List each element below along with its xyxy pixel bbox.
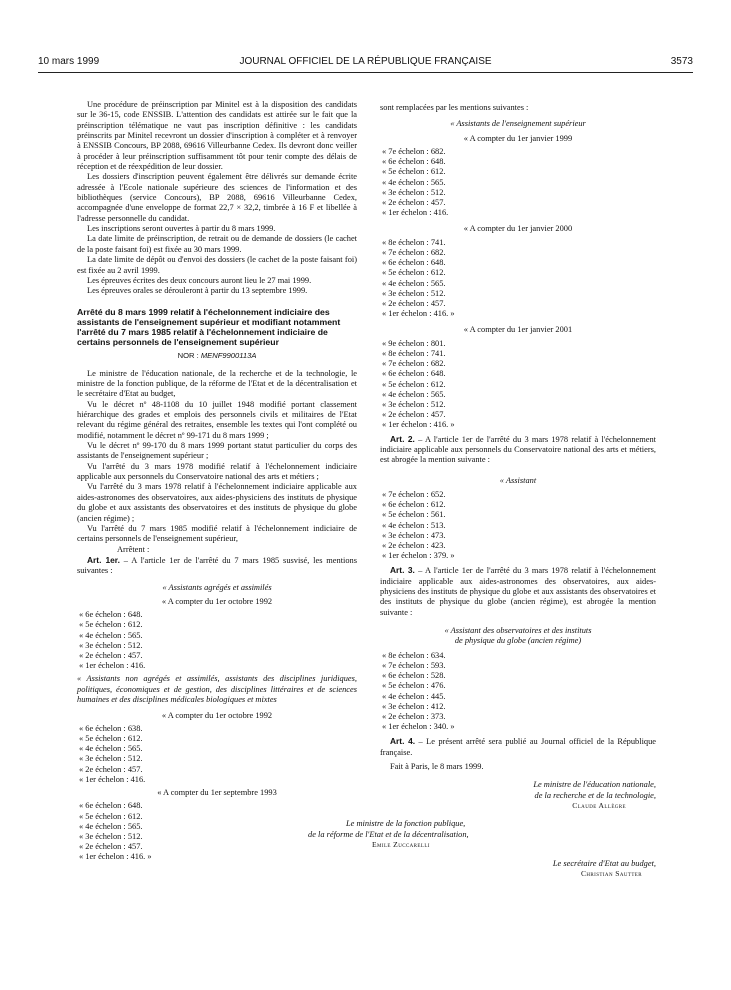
section-date: « A compter du 1er octobre 1992	[161, 596, 273, 606]
list-item: « 5e échelon : 612.	[79, 811, 143, 821]
arretent: Arrêtent :	[117, 544, 150, 554]
list-item: « 4e échelon : 565.	[79, 821, 143, 831]
list-item: « 6e échelon : 648.	[79, 801, 143, 811]
list-item: « 7e échelon : 593.	[382, 661, 446, 670]
list-item: « 4e échelon : 445.	[382, 691, 446, 701]
echelon-list	[382, 490, 656, 561]
intro-paragraph: Les épreuves écrites des deux concours auront lieu le 27 mai 1999.	[87, 275, 312, 285]
signatory-title: Le secrétaire d'Etat au budget,	[552, 858, 656, 868]
list-item: « 3e échelon : 512.	[382, 399, 446, 409]
header-date: 10 mars 1999	[38, 56, 100, 67]
signatory-name: Emile Zuccarelli	[372, 840, 430, 850]
list-item: « 1er échelon : 416. »	[382, 309, 455, 319]
list-item: « 2e échelon : 373.	[382, 712, 446, 722]
list-item: « 2e échelon : 457.	[79, 764, 143, 774]
list-item: « 1er échelon : 416. »	[382, 420, 455, 430]
section-date: « A compter du 1er septembre 1993	[157, 788, 277, 798]
article-2	[380, 434, 656, 466]
list-item: « 1er échelon : 416. »	[79, 852, 152, 862]
section-title: « Assistant des observatoires et des instituts	[444, 626, 592, 636]
list-item: « 7e échelon : 652.	[382, 489, 446, 499]
visa-paragraph: Le ministre de l'éducation nationale, de la recherche et de la technologie, le ministre de la fonction publique, de la réforme de l'Etat et de la décentralisation et le secrétaire d'Etat au budget,	[77, 368, 357, 399]
list-item: « 6e échelon : 648.	[382, 258, 446, 268]
section-date: « A compter du 1er janvier 1999	[463, 133, 573, 143]
list-item: « 4e échelon : 565.	[382, 177, 446, 187]
visa-paragraph: Vu l'arrêté du 7 mars 1985 modifié relatif à l'échelonnement indiciaire de certains personnels de l'enseignement supérieur,	[77, 523, 357, 544]
section-title: de physique du globe (ancien régime)	[454, 636, 582, 646]
list-item: « 3e échelon : 512.	[79, 640, 143, 650]
list-item: « 1er échelon : 340. »	[382, 722, 455, 732]
list-item: « 7e échelon : 682.	[382, 147, 446, 157]
section-title: « Assistant	[499, 475, 537, 485]
article-3-text: – A l'article 1er de l'arrêté du 3 mars 1978 relatif à l'échelonnement indiciaire applicable aux aides-astronomes des observatoires, aux aides-physiciens des instituts de physique du globe et aux assistants des observatoires et des instituts de physique du globe (ancien régime), est abrogée la mention suivante :	[380, 566, 656, 617]
list-item: « 3e échelon : 512.	[79, 754, 143, 764]
list-item: « 9e échelon : 801.	[382, 338, 446, 348]
list-item: « 6e échelon : 612.	[382, 500, 446, 510]
signature-block-2	[308, 819, 656, 850]
article-2-text: – A l'article 1er de l'arrêté du 3 mars 1978 relatif à l'échelonnement indiciaire applicable aux personnels du Conservatoire national des arts et métiers, est abrogée la mention suivante :	[380, 434, 656, 465]
list-item: « 1er échelon : 379. »	[382, 551, 455, 561]
intro-paragraph: Les épreuves orales se dérouleront à partir du 13 septembre 1999.	[87, 286, 308, 296]
list-item: « 5e échelon : 612.	[79, 734, 143, 744]
visa-paragraph: Vu l'arrêté du 3 mars 1978 modifié relatif à l'échelonnement indiciaire applicable aux personnels du Conservatoire national des arts et métiers ;	[77, 461, 357, 482]
signature-block-3	[380, 859, 656, 880]
section-date: « A compter du 1er janvier 2000	[463, 224, 573, 234]
echelon-list	[382, 147, 656, 218]
echelon-list	[79, 724, 357, 785]
article-4-text: – Le présent arrêté sera publié au Journal officiel de la République française.	[380, 737, 656, 757]
echelon-list	[382, 651, 656, 733]
list-item: « 3e échelon : 412.	[382, 701, 446, 711]
article-4-label: Art. 4.	[390, 736, 416, 747]
intro-paragraph: Les dossiers d'inscription peuvent également être délivrés sur demande écrite adressée à l'Ecole nationale supérieure des sciences de l'information et des bibliothèques (service Concours), BP 2088, 69616 Villeurbanne Cedex, accompagnée d'une enveloppe de format 22,7 × 32,2, timbrée à 16 F et libellée à l'adresse personnelle du candidat.	[77, 172, 357, 223]
echelon-list	[79, 610, 357, 671]
list-item: « 6e échelon : 648.	[382, 369, 446, 379]
list-item: « 2e échelon : 457.	[382, 198, 446, 208]
list-item: « 6e échelon : 638.	[79, 723, 143, 733]
signatory-title: de la réforme de l'Etat et de la décentralisation,	[308, 829, 469, 839]
intro-paragraph: La date limite de préinscription, de retrait ou de demande de dossiers (le cachet de la poste faisant foi) est fixée au 30 mars 1999.	[77, 234, 357, 254]
nor-code: MENF9900113A	[200, 351, 257, 361]
list-item: « 2e échelon : 457.	[79, 842, 143, 852]
list-item: « 6e échelon : 648.	[382, 157, 446, 167]
list-item: « 8e échelon : 741.	[382, 348, 446, 358]
article-2-label: Art. 2.	[390, 433, 415, 444]
list-item: « 4e échelon : 565.	[79, 630, 143, 640]
page-number: 3573	[670, 56, 693, 67]
visa-paragraph: Vu le décret nº 99-170 du 8 mars 1999 portant statut particulier du corps des assistants de l'enseignement supérieur ;	[77, 441, 357, 461]
signatory-title: de la recherche et de la technologie,	[534, 790, 656, 800]
article-1-label: Art. 1er.	[87, 554, 120, 565]
signing-place-date: Fait à Paris, le 8 mars 1999.	[390, 762, 484, 772]
intro-paragraph: Une procédure de préinscription par Minitel est à la disposition des candidats sur le 36-15, code ENSSIB. L'attention des candidats est attirée sur le fait que la préinscription télématique ne vaut pas inscription définitive : les candidats préinscrits par Minitel recevront un dossier d'inscription à compléter et à renvoyer à ENSSIB Concours, BP 2088, 69616 Villeurbanne Cedex. Ils devront donc veiller à procéder à leur préinscription suffisamment tôt pour tenir compte des délais de réception et de réexpédition de leur dossier.	[77, 100, 357, 172]
signatory-title: Le ministre de l'éducation nationale,	[533, 780, 656, 790]
left-column	[77, 100, 357, 866]
decree-title: Arrêté du 8 mars 1999 relatif à l'échelonnement indiciaire des assistants de l'enseignement supérieur et modifiant notamment l'arrêté du 7 mars 1985 relatif à l'échelonnement indiciaire de certains personnels de l'enseignement supérieur	[77, 306, 341, 348]
section-title: « Assistants de l'enseignement supérieur	[450, 119, 586, 129]
list-item: « 2e échelon : 457.	[382, 299, 446, 309]
list-item: « 2e échelon : 457.	[382, 410, 446, 420]
intro-paragraph: Les inscriptions seront ouvertes à partir du 8 mars 1999.	[87, 224, 276, 234]
signatory-name: Claude Allègre	[572, 801, 626, 811]
list-item: « 3e échelon : 512.	[382, 187, 446, 197]
list-item: « 4e échelon : 513.	[382, 520, 446, 530]
article-3-label: Art. 3.	[390, 565, 415, 576]
list-item: « 8e échelon : 741.	[382, 237, 446, 247]
list-item: « 2e échelon : 423.	[382, 540, 446, 550]
echelon-list	[382, 339, 656, 431]
list-item: « 3e échelon : 473.	[382, 530, 446, 540]
list-item: « 4e échelon : 565.	[382, 278, 446, 288]
list-item: « 5e échelon : 612.	[79, 620, 143, 630]
signatory-title: Le ministre de la fonction publique,	[346, 819, 466, 829]
visa-paragraph: Vu l'arrêté du 3 mars 1978 relatif à l'échelonnement indiciaire applicable aux aides-astronomes des observatoires, aux aides-physiciens des instituts de physique du globe et aux assistants des observatoires et des instituts de physique du globe (ancien régime) ;	[77, 482, 357, 523]
list-item: « 5e échelon : 612.	[382, 268, 446, 278]
article-1	[77, 555, 357, 577]
list-item: « 5e échelon : 612.	[382, 379, 446, 389]
list-item: « 7e échelon : 682.	[382, 359, 446, 369]
section-date: « A compter du 1er janvier 2001	[463, 325, 573, 335]
echelon-list	[382, 238, 656, 320]
section-date: « A compter du 1er octobre 1992	[161, 710, 273, 720]
list-item: « 5e échelon : 612.	[382, 167, 446, 177]
list-item: « 8e échelon : 634.	[382, 650, 446, 660]
list-item: « 5e échelon : 561.	[382, 510, 446, 520]
nor-reference	[77, 351, 357, 361]
article-1-text: – A l'article 1er de l'arrêté du 7 mars 1985 susvisé, les mentions suivantes :	[77, 555, 357, 576]
header-rule	[38, 72, 693, 73]
list-item: « 1er échelon : 416.	[79, 774, 146, 784]
list-item: « 4e échelon : 565.	[382, 389, 446, 399]
list-item: « 1er échelon : 416.	[79, 661, 146, 671]
list-item: « 7e échelon : 682.	[382, 248, 446, 257]
section-title: « Assistants non agrégés et assimilés, assistants des disciplines juridiques, politiques, économiques et de gestion, des disciplines littéraires et de sciences humaines et des disciplines médicales biologiques et mixtes	[77, 674, 357, 705]
list-item: « 3e échelon : 512.	[382, 288, 446, 298]
list-item: « 6e échelon : 528.	[382, 671, 446, 681]
list-item: « 1er échelon : 416.	[382, 208, 449, 218]
article-3	[380, 565, 656, 618]
intro-paragraph: La date limite de dépôt ou d'envoi des dossiers (le cachet de la poste faisant foi) est fixée au 2 avril 1999.	[77, 255, 357, 275]
list-item: « 4e échelon : 565.	[79, 744, 143, 754]
article-4	[380, 736, 656, 758]
visa-paragraph: Vu le décret nº 48-1108 du 10 juillet 1948 modifié portant classement hiérarchique des grades et emplois des personnels civils et militaires de l'Etat relevant du régime général des retraites, ensemble les textes qui l'ont complété ou modifié, notamment le décret nº 99-171 du 8 mars 1999 ;	[77, 399, 357, 440]
list-item: « 2e échelon : 457.	[79, 651, 143, 661]
signatory-name: Christian Sautter	[580, 868, 642, 878]
list-item: « 5e échelon : 476.	[382, 681, 446, 691]
right-column	[308, 103, 656, 879]
signature-block-1	[380, 780, 656, 811]
list-item: « 3e échelon : 512.	[79, 832, 143, 842]
continuation-text: sont remplacées par les mentions suivantes :	[380, 103, 529, 112]
journal-title: JOURNAL OFFICIEL DE LA RÉPUBLIQUE FRANÇAISE	[239, 56, 492, 67]
nor-label: NOR :	[177, 351, 199, 361]
list-item: « 6e échelon : 648.	[79, 610, 143, 620]
section-title: « Assistants agrégés et assimilés	[162, 582, 272, 592]
page-header	[38, 56, 693, 72]
